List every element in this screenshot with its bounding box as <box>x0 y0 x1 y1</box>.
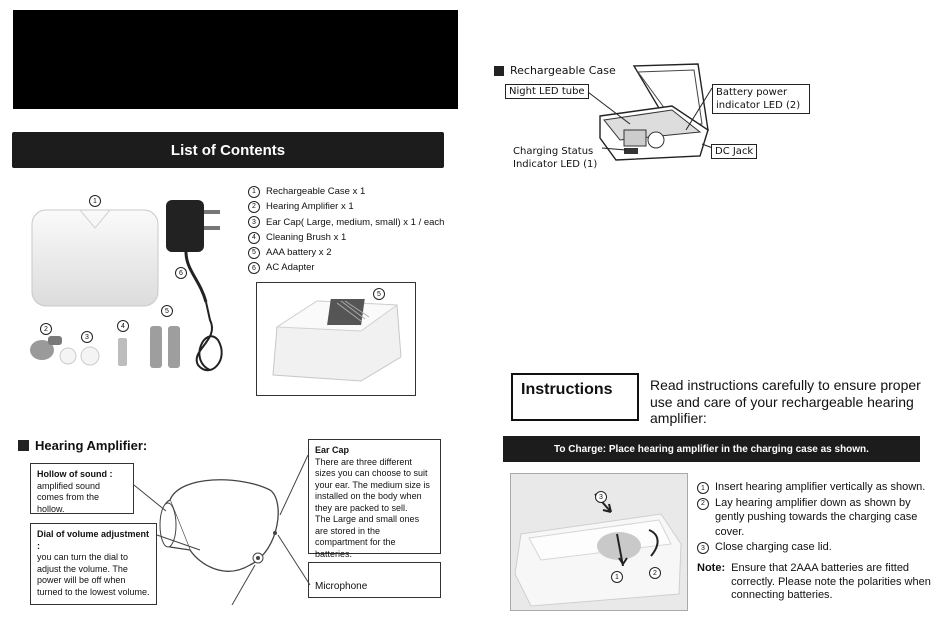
rechargeable-case-drawing <box>580 58 720 168</box>
instructions-intro: Read instructions carefully to ensure proper use and care of your rechargeable hearing amplifier: <box>650 377 921 426</box>
hearing-amplifier-heading: Hearing Amplifier: <box>18 438 147 453</box>
list-item: 1 Insert hearing amplifier vertically as shown. <box>697 480 937 495</box>
list-item: 2 Hearing Amplifier x 1 <box>248 199 444 214</box>
marker-4: 4 <box>117 320 129 332</box>
marker-2: 2 <box>40 323 52 335</box>
charging-steps <box>697 480 937 556</box>
rechargeable-case-shape <box>32 210 158 306</box>
instructions-title: Instructions <box>511 373 639 421</box>
dc-jack-label: DC Jack <box>711 144 757 159</box>
marker-3: 3 <box>81 331 93 343</box>
list-item: 3 Close charging case lid. <box>697 540 937 555</box>
battery-shape <box>150 326 162 368</box>
contents-list <box>248 184 444 276</box>
bullet-square-icon <box>494 66 504 76</box>
rechargeable-case-heading: Rechargeable Case <box>494 64 616 77</box>
bullet-square-icon <box>18 440 29 451</box>
volume-dial-callout: Dial of volume adjustment : you can turn the dial to adjust the volume. The power will be off when turned to the lowest volume. <box>30 523 157 605</box>
list-item: 2 Lay hearing amplifier down as shown by gently pushing towards the charging case cover. <box>697 496 937 540</box>
night-led-label: Night LED tube <box>505 84 589 99</box>
marker-5: 5 <box>161 305 173 317</box>
contents-photo <box>20 190 250 380</box>
header-black-block <box>13 10 458 109</box>
battery-compartment-photo <box>256 282 416 396</box>
list-of-contents-title: List of Contents <box>12 132 444 168</box>
battery-note <box>697 562 937 603</box>
cleaning-brush-shape <box>118 338 127 366</box>
adapter-cable <box>186 252 206 302</box>
charging-status-led-label: Charging Status Indicator LED (1) <box>513 146 598 170</box>
to-charge-bar: To Charge: Place hearing amplifier in the charging case as shown. <box>503 436 920 462</box>
ac-adapter-shape <box>166 200 204 252</box>
marker-2-photo: 2 <box>649 567 661 579</box>
battery-led-label: Battery power indicator LED (2) <box>712 84 810 114</box>
marker-3-photo: 3 <box>595 491 607 503</box>
ear-cap-callout: Ear Cap There are three different sizes you can choose to suit your ear. The medium size is installed on the body when they are packed to sell. The Large and small ones are stored in the compartment for the batteries. <box>308 439 441 554</box>
marker-6: 6 <box>175 267 187 279</box>
list-item: 6 AC Adapter <box>248 260 444 275</box>
hollow-of-sound-callout: Hollow of sound : amplified sound comes from the hollow. <box>30 463 134 514</box>
note-text: Ensure that 2AAA batteries are fitted correctly. Please note the polarities when connecting batteries. <box>731 562 931 601</box>
note-label: Note: <box>697 562 726 574</box>
list-item: 4 Cleaning Brush x 1 <box>248 230 444 245</box>
ear-cap-shape <box>60 348 76 364</box>
hearing-amplifier-drawing <box>130 455 320 605</box>
marker-5-compartment: 5 <box>373 288 385 300</box>
list-item: 1 Rechargeable Case x 1 <box>248 184 444 199</box>
marker-1-photo: 1 <box>611 571 623 583</box>
marker-1: 1 <box>89 195 101 207</box>
list-item: 3 Ear Cap( Large, medium, small) x 1 / each <box>248 215 444 230</box>
microphone-callout: Microphone <box>308 562 441 598</box>
list-item: 5 AAA battery x 2 <box>248 245 444 260</box>
charging-photo <box>510 473 688 611</box>
